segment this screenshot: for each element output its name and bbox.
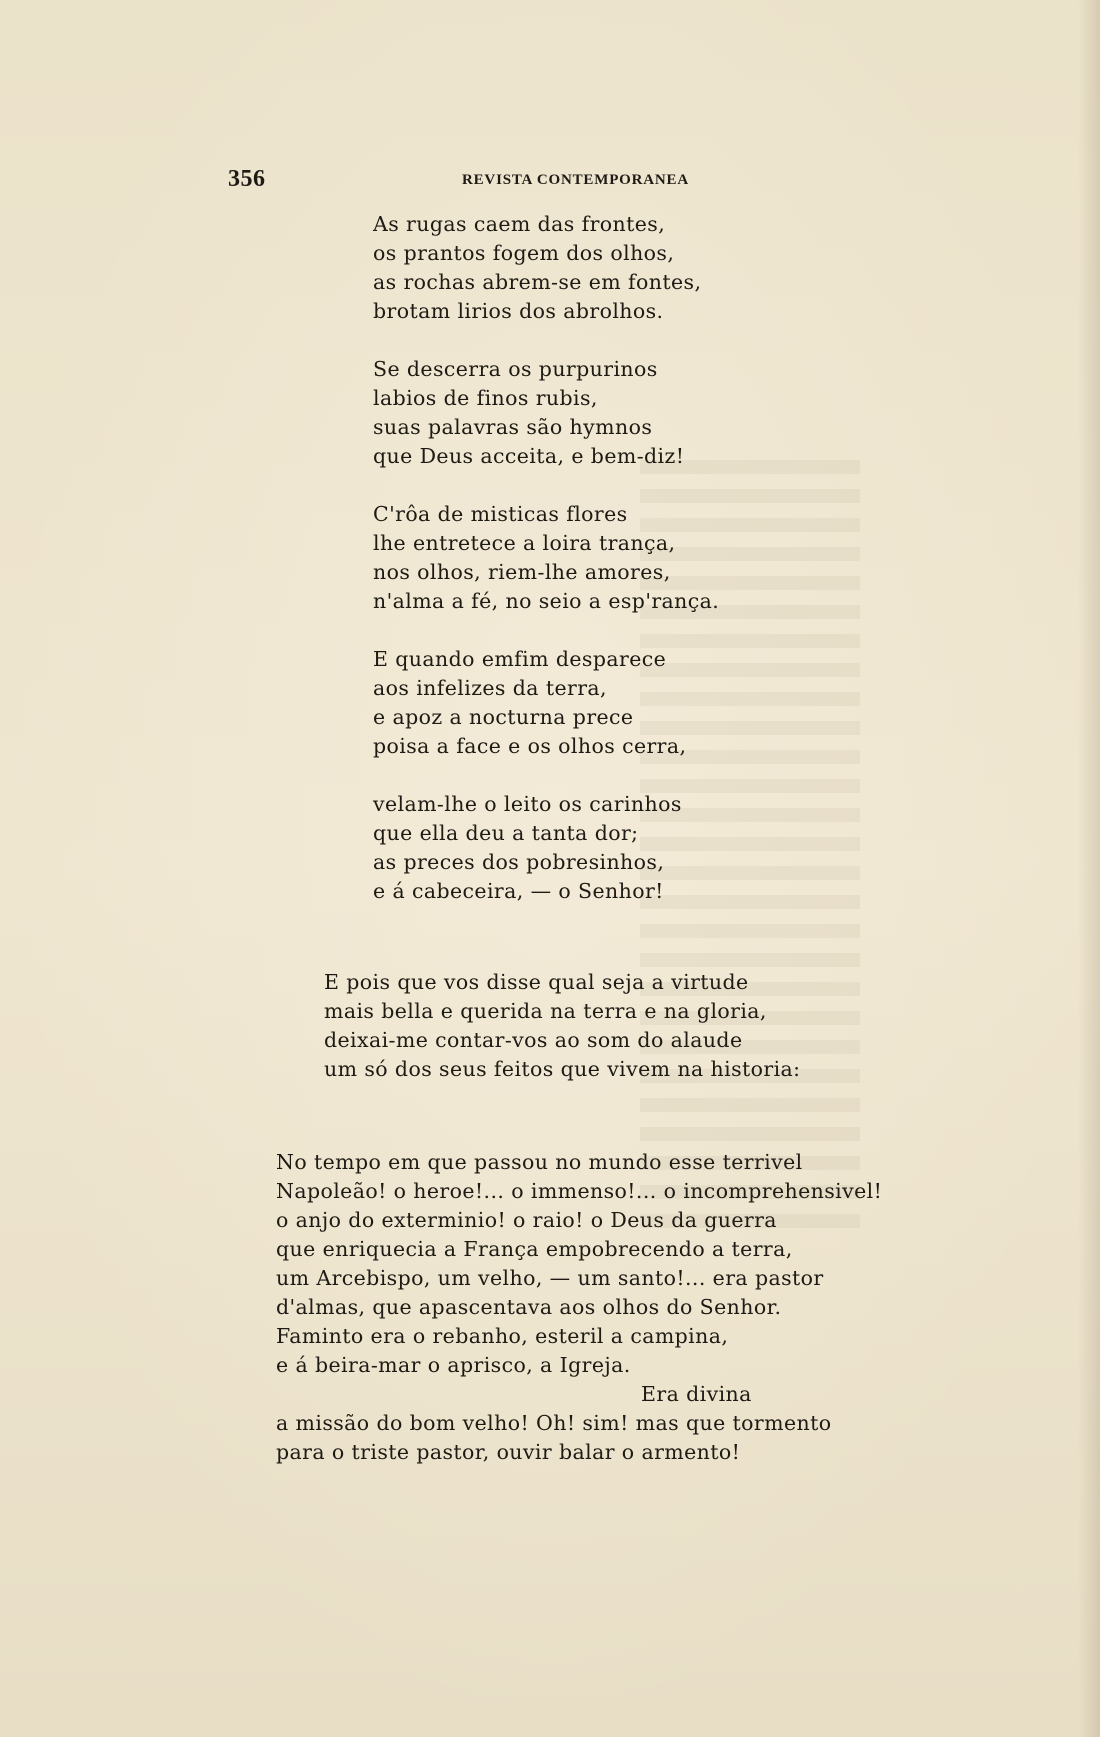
- narrative-line-indented: Era divina: [641, 1382, 752, 1406]
- verse-line: as rochas abrem-se em fontes,: [373, 270, 702, 294]
- bridge-line: mais bella e querida na terra e na gloria,: [324, 999, 767, 1023]
- verse-line: e apoz a nocturna prece: [373, 705, 634, 729]
- page-header: [228, 166, 828, 194]
- narrative-line: e á beira-mar o aprisco, a Igreja.: [276, 1353, 631, 1377]
- stanza: [373, 355, 793, 471]
- poem: [373, 210, 793, 935]
- verse-line: lhe entretece a loira trança,: [373, 531, 676, 555]
- page-number: 356: [228, 166, 266, 192]
- narrative-line: um Arcebispo, um velho, — um santo!... era pastor: [276, 1266, 824, 1290]
- verse-line: As rugas caem das frontes,: [373, 212, 666, 236]
- running-title: REVISTA CONTEMPORANEA: [462, 172, 689, 188]
- stanza: [373, 645, 793, 761]
- verse-line: que ella deu a tanta dor;: [373, 821, 639, 845]
- narrative-line: a missão do bom velho! Oh! sim! mas que tormento: [276, 1411, 832, 1435]
- narrative-line: d'almas, que apascentava aos olhos do Senhor.: [276, 1295, 782, 1319]
- narrative-line: No tempo em que passou no mundo esse terrivel: [276, 1150, 803, 1174]
- verse-line: suas palavras são hymnos: [373, 415, 653, 439]
- verse-line: E quando emfim desparece: [373, 647, 667, 671]
- verse-line: que Deus acceita, e bem-diz!: [373, 444, 685, 468]
- verse-line: velam-lhe o leito os carinhos: [373, 792, 682, 816]
- narrative-line: Faminto era o rebanho, esteril a campina,: [276, 1324, 729, 1348]
- narrative-line: o anjo do exterminio! o raio! o Deus da guerra: [276, 1208, 777, 1232]
- narrative-line: Napoleão! o heroe!... o immenso!... o incomprehensivel!: [276, 1179, 883, 1203]
- bridge-line: deixai-me contar-vos ao som do alaude: [324, 1028, 743, 1052]
- page-edge-shadow: [1078, 0, 1100, 1737]
- bridge-line: E pois que vos disse qual seja a virtude: [324, 970, 749, 994]
- bridge-line: um só dos seus feitos que vivem na historia:: [324, 1057, 801, 1081]
- verse-line: n'alma a fé, no seio a esp'rança.: [373, 589, 720, 613]
- bridge-quatrain: [324, 968, 884, 1084]
- verse-line: e á cabeceira, — o Senhor!: [373, 879, 664, 903]
- narrative-line: que enriquecia a França empobrecendo a terra,: [276, 1237, 793, 1261]
- verse-line: C'rôa de misticas flores: [373, 502, 628, 526]
- narrative-line: para o triste pastor, ouvir balar o armento!: [276, 1440, 741, 1464]
- verse-line: os prantos fogem dos olhos,: [373, 241, 675, 265]
- verse-line: as preces dos pobresinhos,: [373, 850, 665, 874]
- verse-line: brotam lirios dos abrolhos.: [373, 299, 664, 323]
- narrative-verse: [276, 1148, 936, 1467]
- stanza: [373, 500, 793, 616]
- verse-line: poisa a face e os olhos cerra,: [373, 734, 687, 758]
- verse-line: nos olhos, riem-lhe amores,: [373, 560, 671, 584]
- stanza: [373, 210, 793, 326]
- stanza: [373, 790, 793, 906]
- verse-line: Se descerra os purpurinos: [373, 357, 658, 381]
- verse-line: aos infelizes da terra,: [373, 676, 607, 700]
- verse-line: labios de finos rubis,: [373, 386, 598, 410]
